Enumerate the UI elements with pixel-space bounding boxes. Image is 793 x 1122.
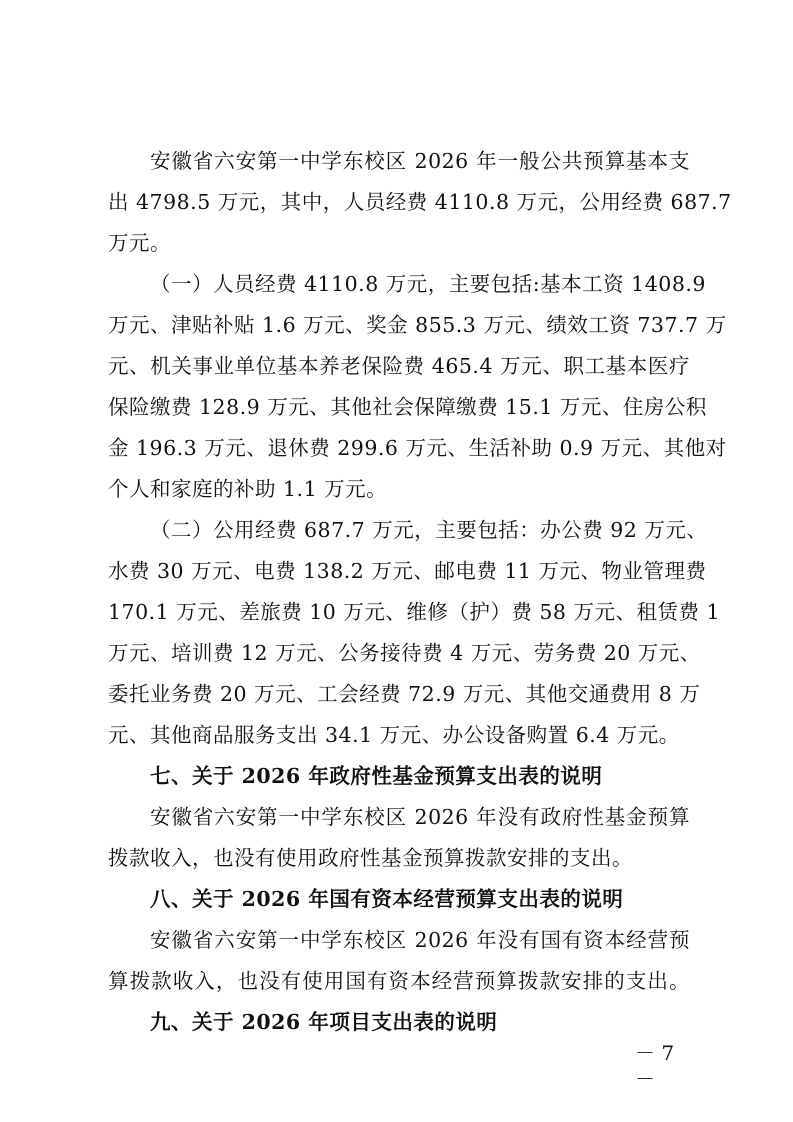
- paragraph-line: 安徽省六安第一中学东校区 2026 年没有政府性基金预算: [150, 805, 690, 829]
- paragraph-line: （二）公用经费 687.7 万元，主要包括：办公费 92 万元、: [150, 518, 708, 542]
- paragraph-line: 出 4798.5 万元，其中，人员经费 4110.8 万元，公用经费 687.7: [108, 190, 732, 214]
- paragraph-line: 170.1 万元、差旅费 10 万元、维修（护）费 58 万元、租赁费 1: [108, 600, 720, 624]
- paragraph-line: 个人和家庭的补助 1.1 万元。: [108, 477, 388, 501]
- section-heading: 九、关于 2026 年项目支出表的说明: [150, 1010, 498, 1034]
- paragraph-line: 万元。: [108, 231, 171, 255]
- section-heading: 七、关于 2026 年政府性基金预算支出表的说明: [150, 764, 603, 788]
- paragraph-line: （一）人员经费 4110.8 万元，主要包括:基本工资 1408.9: [150, 272, 706, 296]
- paragraph-line: 万元、培训费 12 万元、公务接待费 4 万元、劳务费 20 万元、: [108, 641, 701, 665]
- paragraph-line: 安徽省六安第一中学东校区 2026 年一般公共预算基本支: [150, 149, 690, 173]
- paragraph-line: 水费 30 万元、电费 138.2 万元、邮电费 11 万元、物业管理费: [108, 559, 707, 583]
- paragraph-line: 安徽省六安第一中学东校区 2026 年没有国有资本经营预: [150, 928, 690, 952]
- paragraph-line: 元、其他商品服务支出 34.1 万元、办公设备购置 6.4 万元。: [108, 723, 680, 747]
- paragraph-line: 算拨款收入，也没有使用国有资本经营预算拨款安排的支出。: [108, 969, 690, 993]
- paragraph-line: 委托业务费 20 万元、工会经费 72.9 万元、其他交通费用 8 万: [108, 682, 701, 706]
- page-number: － 7 －: [635, 1041, 675, 1091]
- paragraph-line: 拨款收入，也没有使用政府性基金预算拨款安排的支出。: [108, 846, 633, 870]
- paragraph-line: 元、机关事业单位基本养老保险费 465.4 万元、职工基本医疗: [108, 354, 690, 378]
- paragraph-line: 金 196.3 万元、退休费 299.6 万元、生活补助 0.9 万元、其他对: [108, 436, 727, 460]
- section-heading: 八、关于 2026 年国有资本经营预算支出表的说明: [150, 887, 624, 911]
- paragraph-line: 万元、津贴补贴 1.6 万元、奖金 855.3 万元、绩效工资 737.7 万: [108, 313, 727, 337]
- paragraph-line: 保险缴费 128.9 万元、其他社会保障缴费 15.1 万元、住房公积: [108, 395, 707, 419]
